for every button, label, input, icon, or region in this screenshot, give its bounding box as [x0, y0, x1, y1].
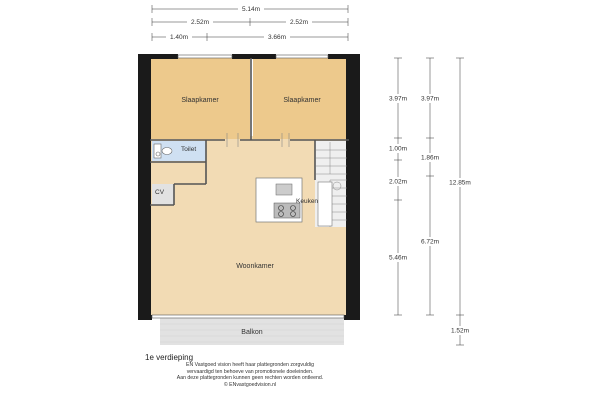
disclaimer-line: Aan deze plattegronden kunnen geen rechten worden ontleend. — [176, 375, 324, 381]
level-label: 1e verdieping — [145, 353, 194, 362]
room-label-toilet: Toilet — [181, 146, 197, 153]
room-label-cv: CV — [155, 189, 165, 196]
disclaimer-line: © ENvastgoedvision.nl — [223, 381, 277, 388]
dim-right-b3: 6.72m — [420, 238, 440, 246]
dim-top-half-left: 2.52m — [190, 19, 210, 26]
dim-right-a2: 1.00m — [388, 145, 408, 153]
dim-right-a1: 3.97m — [388, 95, 408, 103]
dim-right-c-lower: 1.52m — [450, 327, 470, 335]
dim-right-c-total: 12.85m — [449, 179, 471, 187]
kitchen-counter — [318, 182, 332, 226]
dim-right-b1: 3.97m — [420, 95, 440, 103]
disclaimer-line: EN Vastgoed vision heeft haar plattegronden zorgvuldig — [186, 362, 314, 368]
dim-top-total: 5.14m — [241, 6, 261, 13]
dim-right-b2: 1.86m — [420, 154, 440, 162]
room-label-balcony: Balkon — [241, 329, 263, 336]
room-label-living: Woonkamer — [236, 263, 274, 270]
room-label-kitchen: Keuken — [296, 198, 319, 205]
dim-right-a3: 2.02m — [388, 178, 408, 186]
room-label-bedroom-left: Slaapkamer — [181, 97, 219, 104]
disclaimer — [130, 362, 370, 388]
disclaimer-line: vervaardigd ten behoeve van promotionele doeleinden. — [186, 368, 314, 375]
dim-top-part-right: 3.66m — [267, 34, 287, 41]
room-label-bedroom-right: Slaapkamer — [283, 97, 321, 104]
dim-top-part-left: 1.40m — [169, 34, 189, 41]
dim-right-a4: 5.46m — [388, 254, 408, 262]
dim-top-half-right: 2.52m — [289, 19, 309, 26]
